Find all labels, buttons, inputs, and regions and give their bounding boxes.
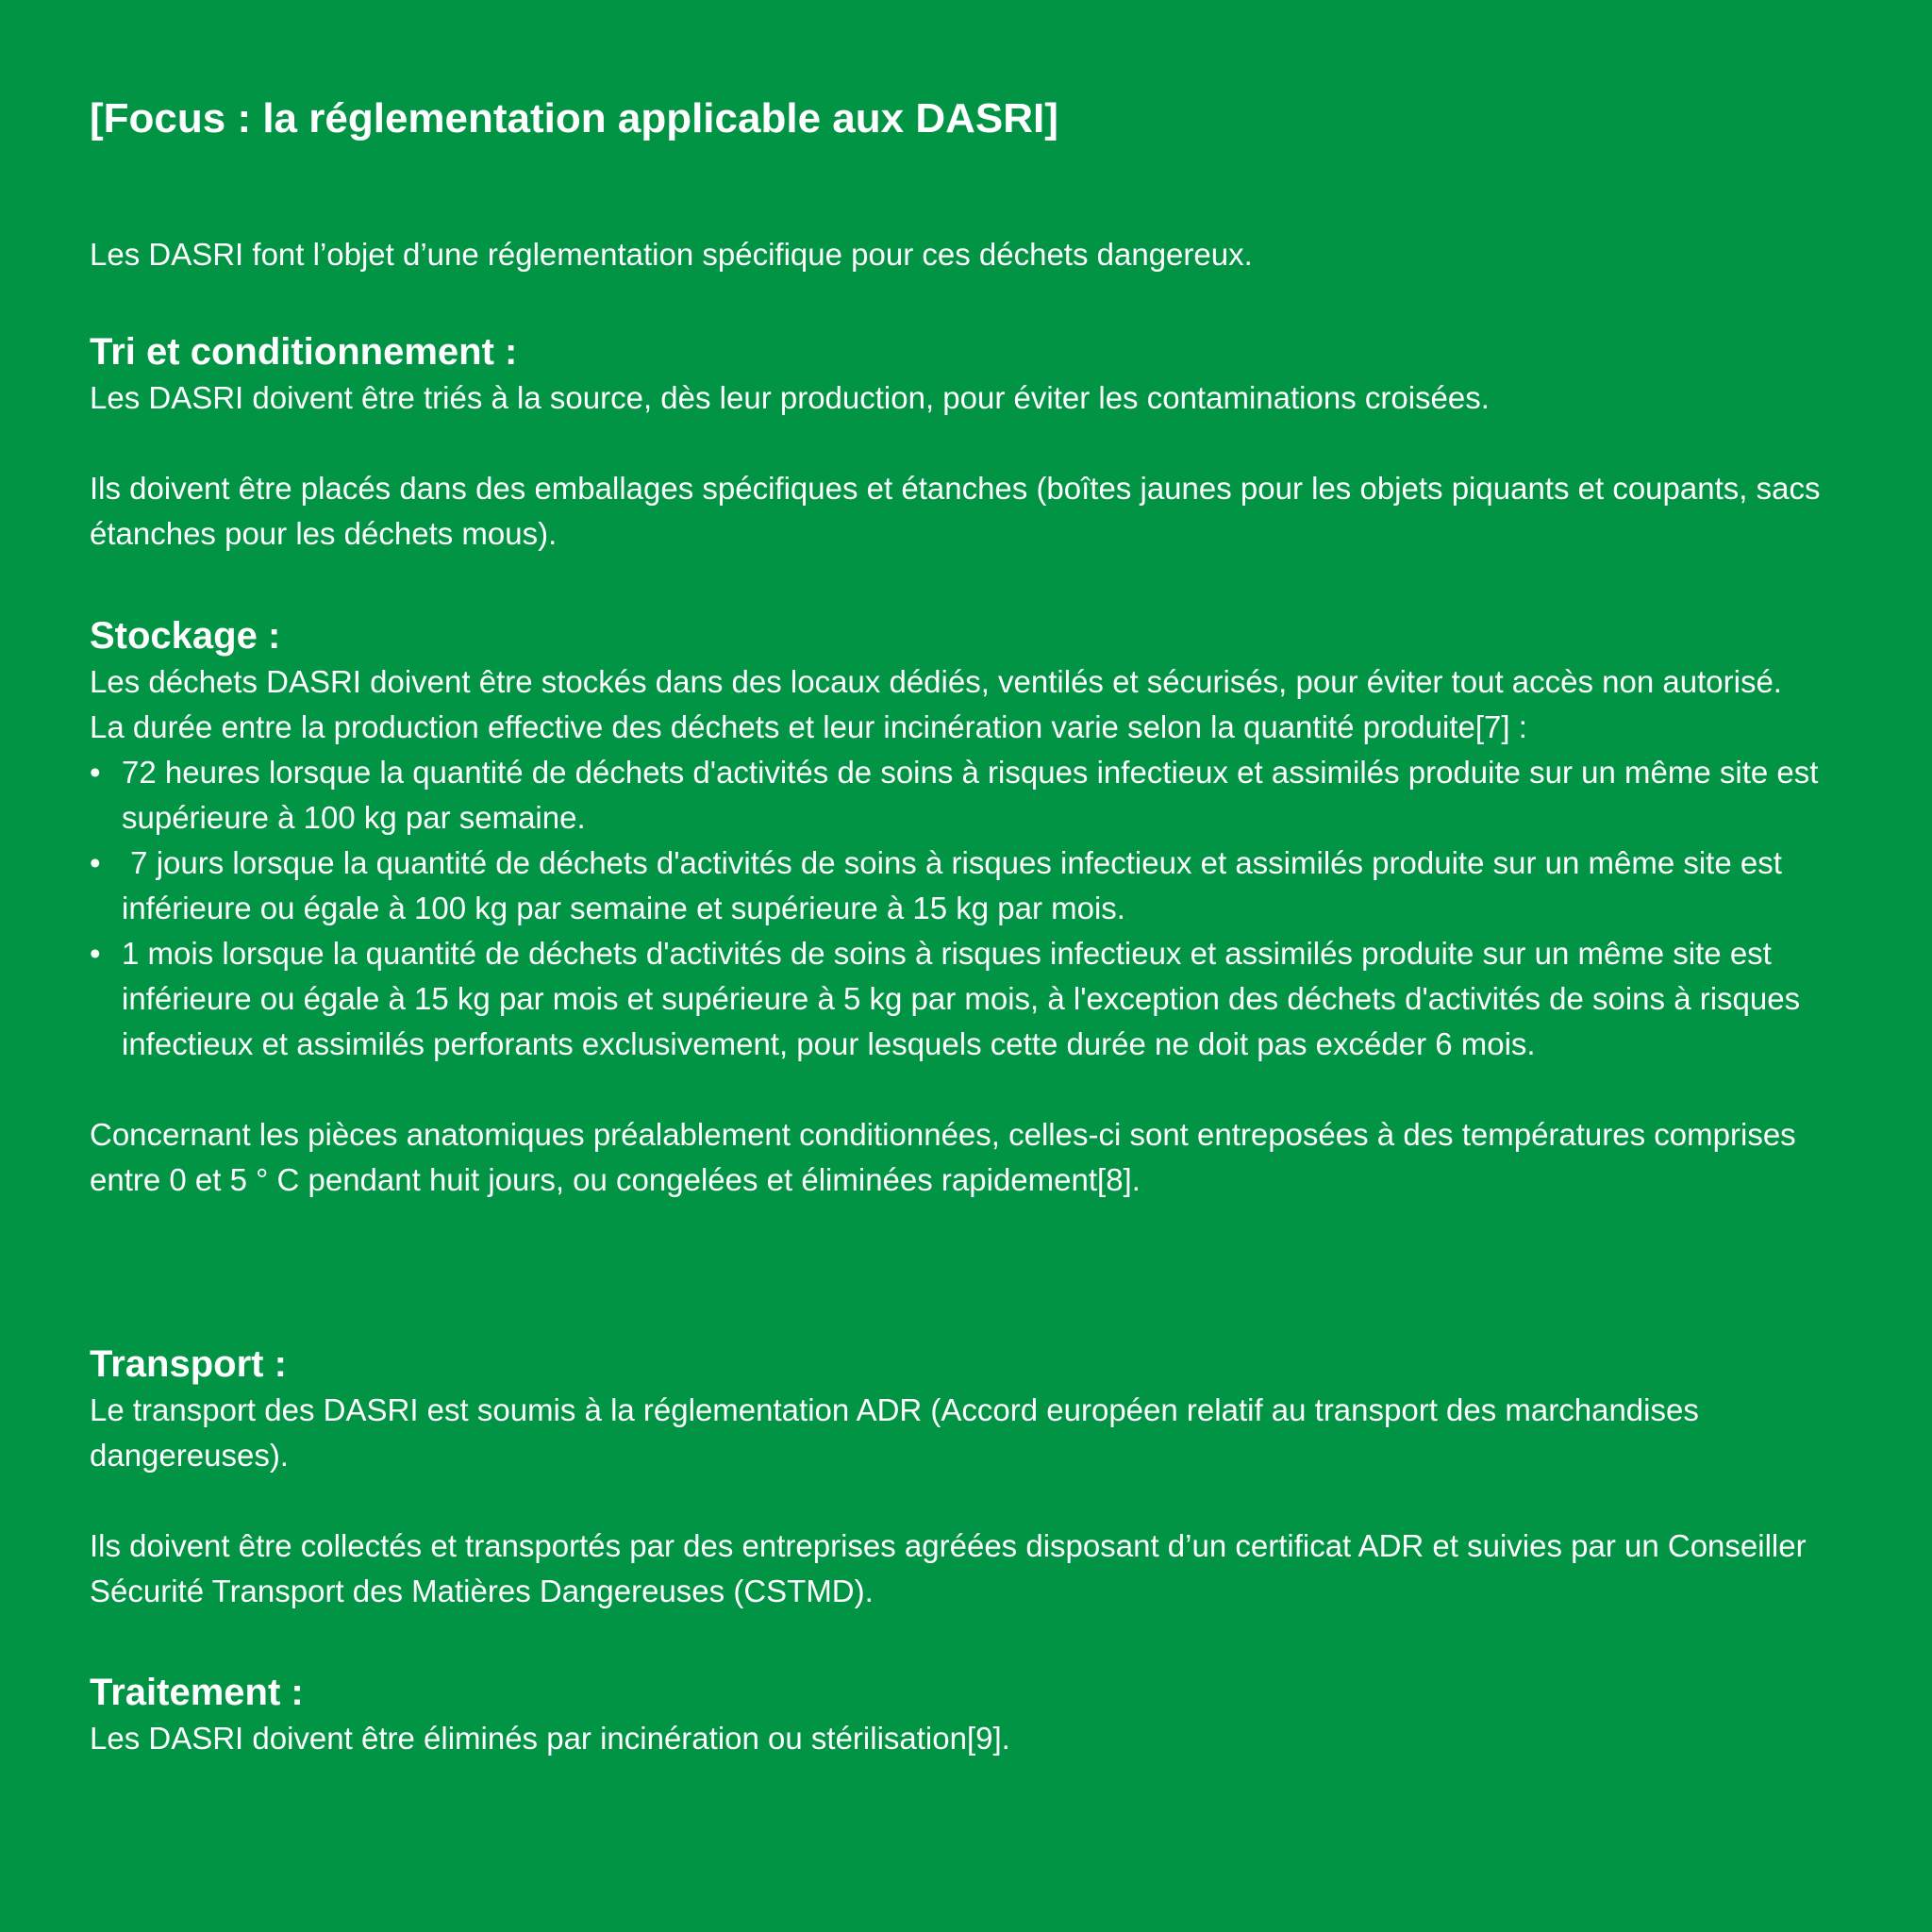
list-item-text: 72 heures lorsque la quantité de déchets d'activités de soins à risques infectieux et assimilés produite sur un même site est supérieure à 100 kg par semaine. [122,755,1819,835]
section-paragraph: Ils doivent être placés dans des emballages spécifiques et étanches (boîtes jaunes pour les objets piquants et coupants, sacs étanches pour les déchets mous). [90,471,1821,551]
section-heading: Stockage : [90,615,281,657]
bullet-marker: • [90,845,101,880]
section-paragraph: Concernant les pièces anatomiques préalablement conditionnées, celles-ci sont entreposées à des températures comprises entre 0 et 5 ° C pendant huit jours, ou congelées et éliminées rapidement[8]. [90,1117,1796,1197]
bullet-marker: • [90,936,101,971]
section-paragraph: Les déchets DASRI doivent être stockés dans des locaux dédiés, ventilés et sécurisés, pour éviter tout accès non autorisé. [90,664,1782,699]
section-heading: Tri et conditionnement : [90,331,518,373]
section-paragraph: La durée entre la production effective des déchets et leur incinération varie selon la quantité produite[7] : [90,709,1527,744]
section-paragraph: Ils doivent être collectés et transportés par des entreprises agréées disposant d’un certificat ADR et suivies par un Conseiller Sécurité Transport des Matières Dangereuses (CSTMD). [90,1528,1807,1608]
section-tri-conditionnement [90,328,1863,557]
bullet-marker: • [90,755,101,790]
list-item [90,841,1863,931]
list-item-text: 1 mois lorsque la quantité de déchets d'activités de soins à risques infectieux et assimilés produite sur un même site est inférieure ou égale à 15 kg par mois et supérieure à 5 kg par mois, à l'exception des déchets d'activités de soins à risques infectieux et assimilés perforants exclusivement, pour lesquels cette durée ne doit pas excéder 6 mois. [122,936,1801,1061]
section-heading: Transport : [90,1343,287,1385]
section-traitement [90,1669,1863,1761]
section-paragraph: Le transport des DASRI est soumis à la réglementation ADR (Accord européen relatif au transport des marchandises dangereuses). [90,1392,1699,1473]
section-transport [90,1341,1863,1614]
section-stockage [90,612,1863,1203]
list-item-text: 7 jours lorsque la quantité de déchets d'activités de soins à risques infectieux et assimilés produite sur un même site est inférieure ou égale à 100 kg par semaine et supérieure à 15 kg par mois. [122,845,1791,925]
page-title: [Focus : la réglementation applicable aux DASRI] [90,95,1058,142]
section-heading: Traitement : [90,1672,304,1713]
bullet-list [90,750,1863,1067]
list-item [90,931,1863,1067]
intro-paragraph: Les DASRI font l’objet d’une réglementation spécifique pour ces déchets dangereux. [90,237,1253,272]
list-item [90,750,1863,841]
section-paragraph: Les DASRI doivent être éliminés par incinération ou stérilisation[9]. [90,1721,1010,1756]
section-paragraph: Les DASRI doivent être triés à la source, dès leur production, pour éviter les contaminations croisées. [90,380,1490,415]
document-page [90,89,1863,1756]
